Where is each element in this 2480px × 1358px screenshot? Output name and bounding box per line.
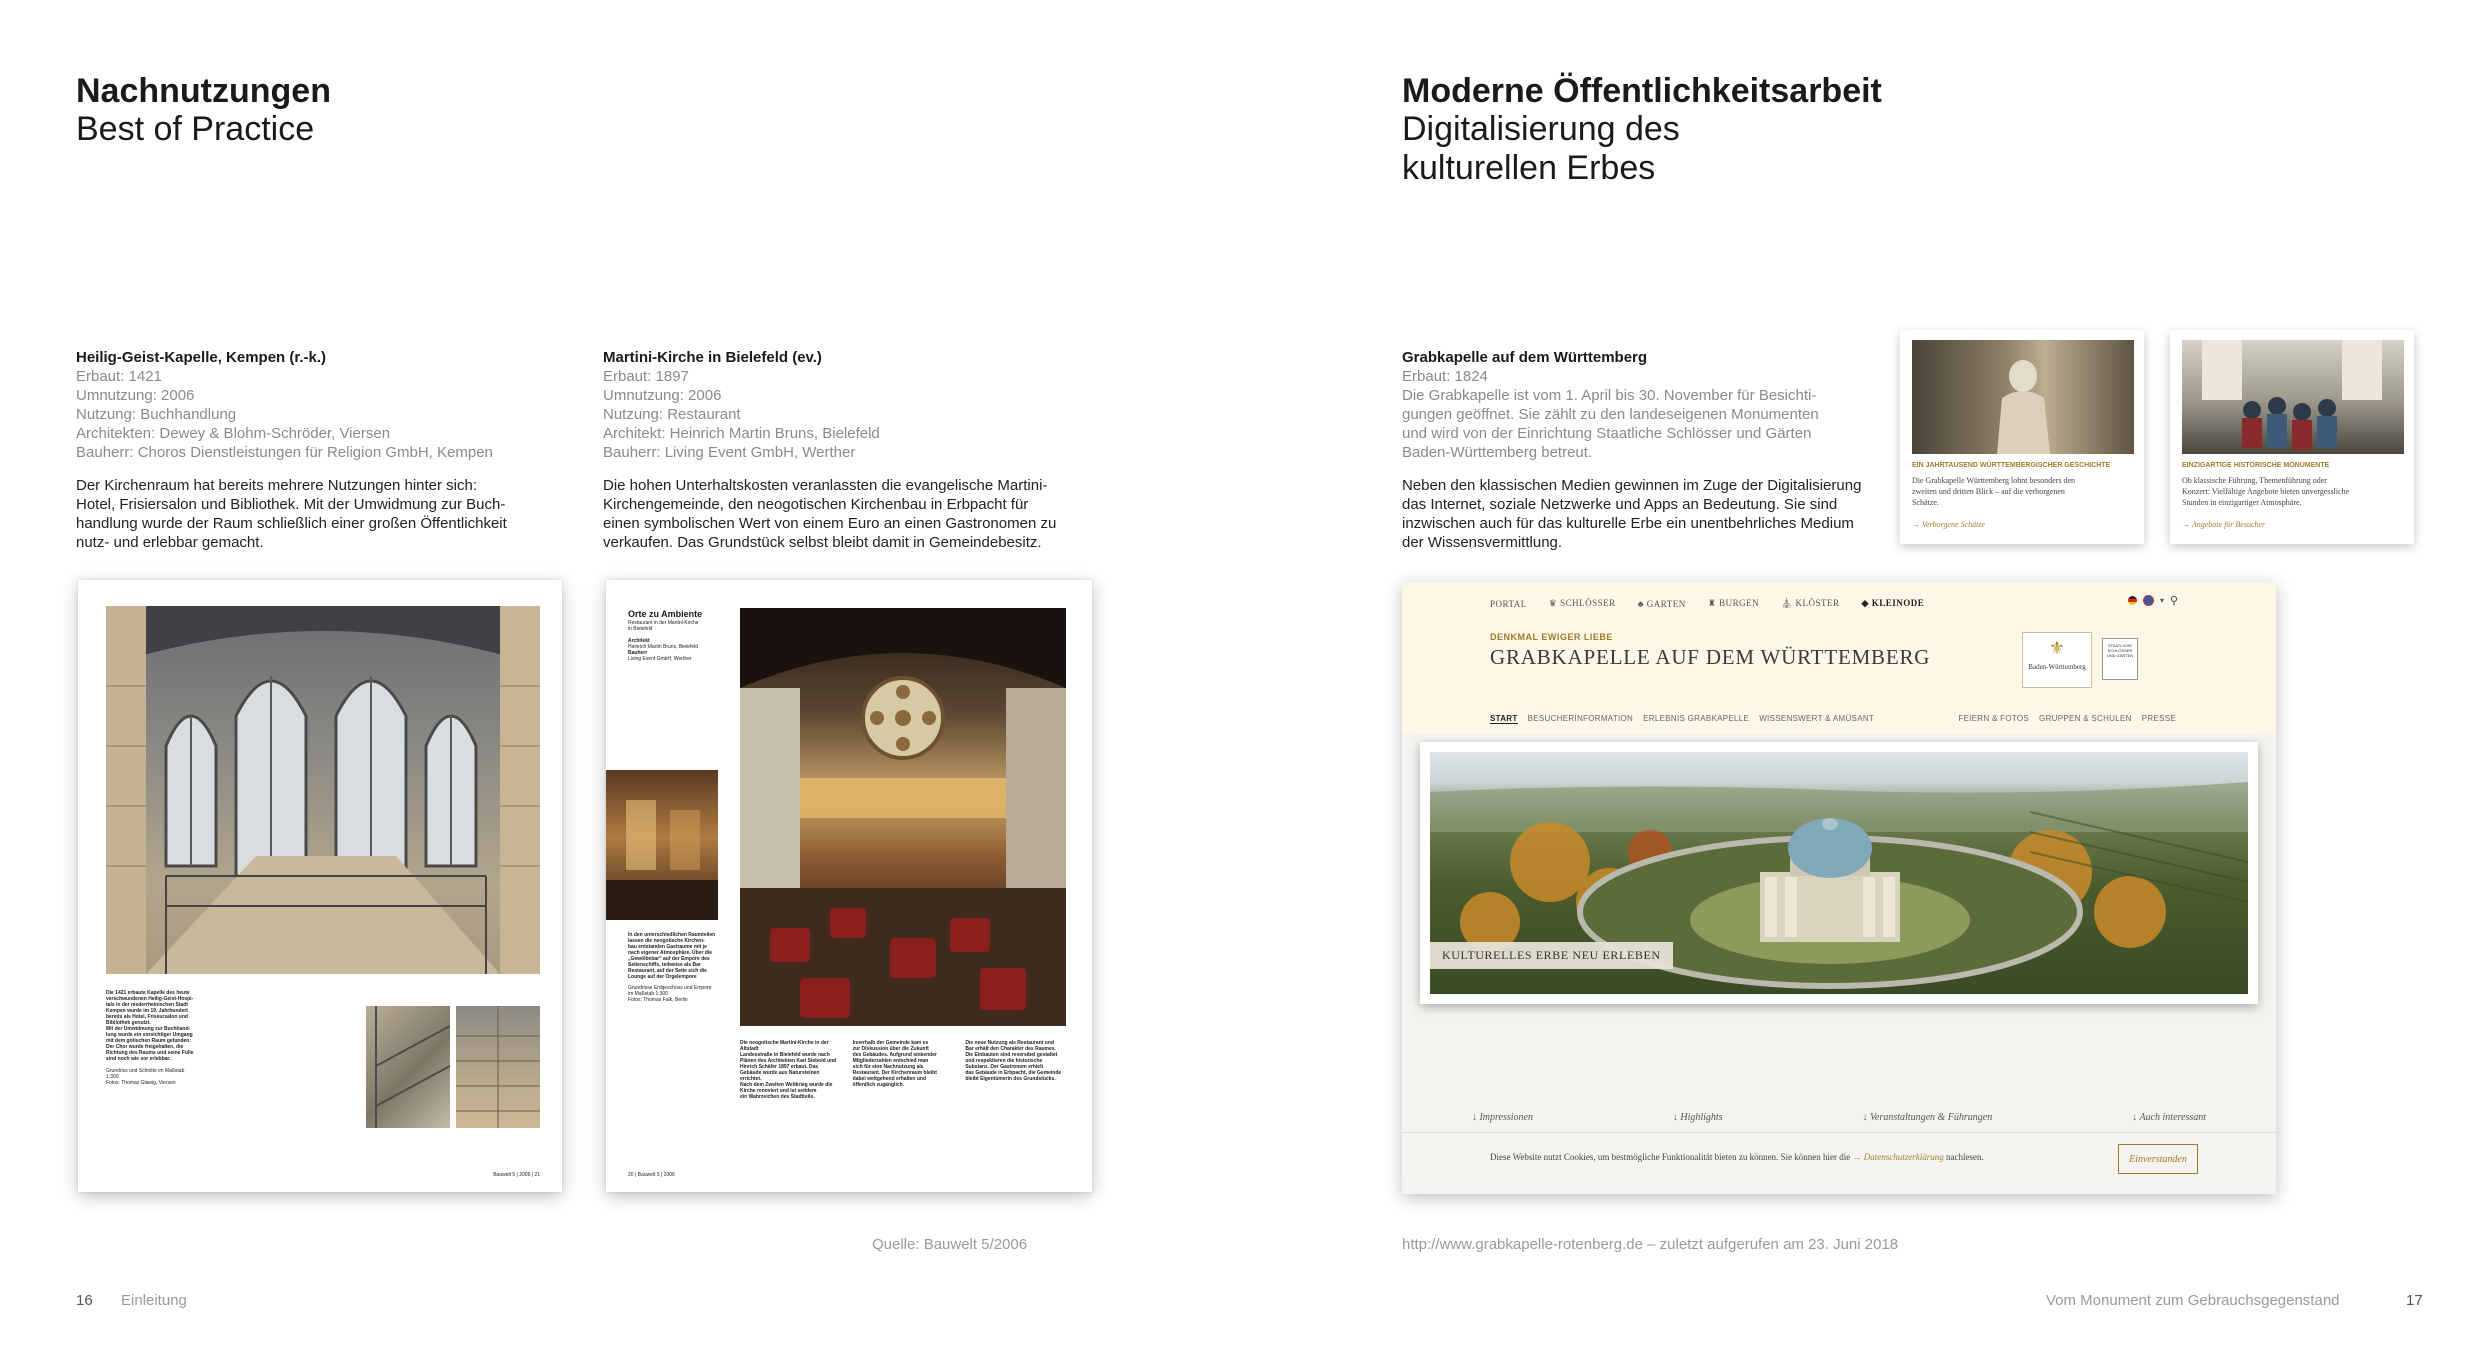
body-line: Kirchengemeinde, den neogotischen Kirchenbau in Erbpacht für bbox=[603, 496, 1029, 513]
caption-line: sind noch wie vor erlebbar. bbox=[106, 1056, 171, 1062]
caption-line: Kempen wurde im 19. Jahrhundert bbox=[106, 1008, 188, 1014]
right-page-subtitle-line: Digitalisierung des bbox=[1402, 110, 1680, 148]
topnav-burgen[interactable] bbox=[1708, 598, 1759, 609]
column-line: Die Einbauten sind reversibel gestaltet bbox=[965, 1052, 1058, 1058]
meta-line: Erbaut: 1824 bbox=[1402, 368, 1488, 385]
coat-of-arms-icon: ⚜ bbox=[2048, 638, 2066, 658]
topnav-schloesser[interactable] bbox=[1549, 598, 1616, 609]
card-heading: EIN JAHRTAUSEND WÜRTTEMBERGISCHER GESCHICHTE bbox=[1912, 462, 2111, 469]
topnav-label: KLÖSTER bbox=[1795, 598, 1840, 608]
subnav-erlebnis[interactable]: ERLEBNIS GRABKAPELLE bbox=[1643, 714, 1750, 723]
card-text-line: zweiten und dritten Blick – auf die verborgenen bbox=[1912, 487, 2065, 496]
topnav-label: BURGEN bbox=[1719, 598, 1760, 608]
right-source-url: http://www.grabkapelle-rotenberg.de – zuletzt aufgerufen am 23. Juni 2018 bbox=[1402, 1236, 1899, 1253]
hero-frame bbox=[1420, 742, 2258, 1004]
cookie-divider bbox=[1402, 1132, 2276, 1133]
scan-caption bbox=[106, 990, 196, 1086]
caption-line: „Gewölbebar“ auf der Empore des bbox=[628, 956, 710, 962]
credit-line: Grundrisse Erdgeschoss und Empore bbox=[628, 985, 712, 991]
german-flag-icon[interactable] bbox=[2128, 596, 2137, 605]
right-page-title: Moderne Öffentlichkeitsarbeit bbox=[1402, 72, 1882, 110]
scan-column bbox=[740, 1040, 841, 1100]
card-text-line: Die Grabkapelle Württemberg lohnt besonders den bbox=[1912, 476, 2075, 485]
website-sub-nav-right bbox=[1958, 714, 2176, 723]
column-line: Gebäude wurde aus Natursteinen errichtet. bbox=[740, 1070, 820, 1082]
subnav-wissenswert[interactable]: WISSENSWERT & AMÜSANT bbox=[1759, 714, 1875, 723]
caption-line: nach eigener Atmosphäre. Über die bbox=[628, 950, 713, 956]
body-line: verkaufen. Das Grundstück selbst bleibt damit in Gemeindebesitz. bbox=[603, 534, 1042, 551]
meta-line: Baden-Württemberg betreut. bbox=[1402, 444, 1593, 461]
left-source: Quelle: Bauwelt 5/2006 bbox=[872, 1236, 1028, 1253]
project-title: Heilig-Geist-Kapelle, Kempen (r.-k.) bbox=[76, 349, 327, 366]
credit-line: Grundriss und Schnitte im Maßstab bbox=[106, 1068, 185, 1074]
meta-line: Nutzung: Buchhandlung bbox=[76, 406, 237, 423]
column-line: Mitgliederzahlen entschied man bbox=[852, 1058, 929, 1064]
left-page-subtitle: Best of Practice bbox=[76, 110, 315, 148]
column-line: Restaurant. Der Kirchenraum bleibt bbox=[852, 1070, 937, 1076]
subnav-besucherinformation[interactable]: BESUCHERINFORMATION bbox=[1527, 714, 1634, 723]
caption-line: verschwundenen Heilig-Geist-Hospi- bbox=[106, 996, 194, 1002]
right-page-subtitle-line: kulturellen Erbes bbox=[1402, 149, 1656, 187]
meta-line: Die Grabkapelle ist vom 1. April bis 30. November für Besichti- bbox=[1402, 387, 1817, 404]
topnav-kleinode[interactable] bbox=[1862, 598, 1925, 609]
body-line: einen symbolischen Wert von einem Euro an einen Gastronomen zu bbox=[603, 515, 1057, 532]
column-line: des Gebäudes. Aufgrund sinkender bbox=[852, 1052, 937, 1058]
topnav-portal[interactable]: PORTAL bbox=[1490, 598, 1527, 609]
card-text bbox=[1912, 475, 2138, 508]
caption-line: bereits als Hotel, Friseursalon und bbox=[106, 1014, 188, 1020]
scan-side-caption bbox=[628, 932, 726, 1003]
website-lang-search bbox=[2128, 594, 2178, 607]
subnav-gruppen[interactable]: GRUPPEN & SCHULEN bbox=[2039, 714, 2132, 723]
quicklink-auch-interessant[interactable]: ↓ Auch interessant bbox=[2132, 1112, 2207, 1123]
meta-line: Erbaut: 1897 bbox=[603, 368, 689, 385]
card-text bbox=[2182, 475, 2408, 508]
topnav-label: GARTEN bbox=[1646, 598, 1686, 609]
card-heading: EINZIGARTIGE HISTORISCHE MONUMENTE bbox=[2182, 462, 2330, 469]
column-line: sich für eine Nachnutzung als bbox=[852, 1064, 924, 1070]
column-line: Kirche renoviert und ist seitdem bbox=[740, 1088, 817, 1094]
caption-line: Die 1421 erbaute Kapelle des heute bbox=[106, 990, 190, 996]
topnav-label: KLEINODE bbox=[1871, 598, 1925, 608]
project-title: Grabkapelle auf dem Württemberg bbox=[1402, 349, 1648, 366]
website-screenshot bbox=[1402, 582, 2276, 1194]
website-sub-nav bbox=[1490, 714, 1874, 724]
english-flag-icon[interactable] bbox=[2143, 595, 2154, 606]
meta-line: Bauherr: Living Event GmbH, Werther bbox=[603, 444, 856, 461]
body-line: das Internet, soziale Netzwerke und Apps an Bedeutung. Sie sind bbox=[1402, 496, 1838, 513]
column-line: das Gebäude in Erbpacht, die Gemeinde bbox=[965, 1070, 1062, 1076]
tower-icon: ♜ bbox=[1707, 598, 1720, 608]
quicklink-veranstaltungen[interactable]: ↓ Veranstaltungen & Führungen bbox=[1862, 1112, 1993, 1123]
project-title: Martini-Kirche in Bielefeld (ev.) bbox=[603, 349, 822, 366]
subnav-presse[interactable]: PRESSE bbox=[2141, 714, 2176, 723]
cookie-notice bbox=[1490, 1152, 1984, 1162]
topnav-kloester[interactable] bbox=[1781, 598, 1839, 609]
meta-line: und wird von der Einrichtung Staatliche Schlösser und Gärten bbox=[1402, 425, 1812, 442]
column-line: Substanz. Der Gastronom erhielt bbox=[965, 1064, 1044, 1070]
church-restaurant-photo bbox=[740, 608, 1066, 1026]
hero-label: KULTURELLES ERBE NEU ERLEBEN bbox=[1430, 942, 1673, 969]
caption-line: Seitenschiffs, teilweise als Bar bbox=[628, 962, 701, 968]
magazine-scan-kempen bbox=[78, 580, 562, 1192]
cookie-text: Diese Website nutzt Cookies, um bestmögliche Funktionalität bieten zu können. Sie können hier die bbox=[1490, 1152, 1851, 1162]
meta-line: gungen geöffnet. Sie zählt zu den landeseigenen Monumenten bbox=[1402, 406, 1819, 423]
scan-heading: Orte zu Ambiente bbox=[628, 609, 703, 619]
subnav-start[interactable]: START bbox=[1490, 714, 1518, 723]
cookie-accept-button[interactable]: Einverstanden bbox=[2118, 1144, 2198, 1174]
column-line: öffentlich zugänglich. bbox=[852, 1082, 905, 1088]
card-link[interactable]: → Angebote für Besucher bbox=[2182, 520, 2266, 529]
meta-line: Architekt: Heinrich Martin Bruns, Bielefeld bbox=[603, 425, 880, 442]
caption-line: Richtung des Raums und seine Fülle bbox=[106, 1050, 194, 1056]
logo-label: Baden-Württemberg bbox=[2028, 663, 2086, 671]
body-line: Hotel, Frisiersalon und Bibliothek. Mit der Umwidmung zur Buch- bbox=[76, 496, 506, 513]
card-text-line: Stunden in einzigartiger Atmosphäre. bbox=[2182, 498, 2302, 507]
crown-icon: ♛ bbox=[1548, 598, 1561, 608]
church-icon: ⛪ bbox=[1781, 598, 1796, 608]
caption-line: lung wurde ein vorsichtiger Umgang bbox=[106, 1032, 193, 1038]
scan-column bbox=[965, 1040, 1066, 1100]
scan-text-columns bbox=[740, 1040, 1066, 1100]
bw-logo[interactable] bbox=[2022, 632, 2092, 688]
chapel-interior-photo bbox=[106, 606, 540, 974]
column-line: Die neue Nutzung als Restaurant und bbox=[965, 1040, 1054, 1046]
column-line: dabei weitgehend erhalten und bbox=[852, 1076, 927, 1082]
scan-subheading: Restaurant in der Martini-Kirche bbox=[628, 620, 699, 626]
right-page-number: 17 bbox=[2406, 1292, 2423, 1309]
gem-icon: ◆ bbox=[1861, 598, 1872, 608]
right-section-name: Vom Monument zum Gebrauchsgegenstand bbox=[2046, 1292, 2340, 1309]
stair-photo bbox=[366, 1006, 450, 1128]
caption-line: Bibliothek genutzt. bbox=[106, 1020, 151, 1026]
subnav-feiern[interactable]: FEIERN & FOTOS bbox=[1958, 714, 2030, 723]
column-line: Hinrich Schäfer 1897 erbaut. Das bbox=[740, 1064, 819, 1070]
body-line: Die hohen Unterhaltskosten veranlassten die evangelische Martini- bbox=[603, 477, 1048, 494]
column-line: zur Diskussion über die Zukunft bbox=[852, 1046, 929, 1052]
column-line: Bar erhält den Charakter des Raumes. bbox=[965, 1046, 1056, 1052]
body-line: nutz- und erlebbar gemacht. bbox=[76, 534, 264, 551]
caption-line: lassen die neogotische Kirchen- bbox=[628, 938, 705, 944]
scan-label: Bauherr bbox=[628, 650, 648, 656]
search-icon[interactable]: ⚲ bbox=[2170, 595, 2179, 607]
caption-line: mit dem gotischen Raum gefunden: bbox=[106, 1038, 192, 1044]
column-line: Die neogotische Martini-Kirche in der Altstadt bbox=[740, 1040, 829, 1052]
left-page-number: 16 bbox=[76, 1292, 93, 1309]
card-text-line: Ob klassische Führung, Themenführung oder bbox=[2182, 476, 2327, 485]
magazine-scan-bielefeld bbox=[606, 580, 1092, 1192]
cookie-text-end: nachlesen. bbox=[1946, 1152, 1984, 1162]
credit-line: Fotos: Thomas Glawig, Viersen bbox=[106, 1080, 176, 1086]
meta-line: Erbaut: 1421 bbox=[76, 368, 162, 385]
caption-line: Mit der Umwidmung zur Buchhand- bbox=[106, 1026, 191, 1032]
quicklink-highlights[interactable]: ↓ Highlights bbox=[1672, 1112, 1723, 1123]
ssg-logo[interactable]: STAATLICHE SCHLÖSSER UND GÄRTEN bbox=[2102, 638, 2138, 680]
body-line: der Wissensvermittlung. bbox=[1402, 534, 1563, 551]
body-line: Neben den klassischen Medien gewinnen im Zuge der Digitalisierung bbox=[1402, 477, 1862, 494]
scan-page-footer: Bauwelt 5 | 2006 | 21 bbox=[493, 1172, 540, 1178]
column-line: Nach dem Zweiten Weltkrieg wurde die bbox=[740, 1082, 833, 1088]
scan-column bbox=[853, 1040, 954, 1100]
tree-icon: ♣ bbox=[1637, 598, 1647, 609]
scan-label: Heinrich Martin Bruns, Bielefeld bbox=[628, 644, 699, 650]
statue-photo bbox=[1912, 340, 2134, 454]
left-page-title: Nachnutzungen bbox=[76, 72, 331, 110]
caption-line: Der Chor wurde freigehalten, die bbox=[106, 1044, 184, 1050]
chevron-down-icon[interactable]: ▾ bbox=[2160, 596, 2165, 605]
caption-line: Restaurant, auf der Seite sich die bbox=[628, 968, 707, 974]
scan-subheading: in Bielefeld bbox=[628, 626, 653, 632]
project-martini bbox=[603, 348, 1103, 552]
scan-label: Architekt bbox=[628, 638, 650, 644]
teaser-card-history[interactable] bbox=[1900, 330, 2144, 544]
topnav-label: SCHLÖSSER bbox=[1560, 598, 1616, 608]
privacy-link[interactable]: → Datenschutzerklärung bbox=[1852, 1152, 1944, 1162]
credit-line: Fotos: Thomas Falk, Berlin bbox=[628, 997, 688, 1003]
quicklink-impressionen[interactable]: ↓ Impressionen bbox=[1471, 1112, 1533, 1123]
card-text-line: Konzert: Vielfältige Angebote bieten unvergessliche bbox=[2182, 487, 2350, 496]
meta-line: Nutzung: Restaurant bbox=[603, 406, 741, 423]
site-title: GRABKAPELLE AUF DEM WÜRTTEMBERG bbox=[1490, 645, 1931, 669]
body-line: inzwischen auch für das kulturelle Erbe ein unentbehrliches Medium bbox=[1402, 515, 1854, 532]
caption-line: bau entstanden Gastraume mit je bbox=[628, 944, 707, 950]
scan-page-footer: 20 | Bauwelt 5 | 2006 bbox=[628, 1172, 675, 1178]
website-top-nav bbox=[1490, 598, 1924, 609]
column-line: Landesstraße in Bielefeld wurde nach bbox=[740, 1052, 830, 1058]
project-grabkapelle bbox=[1402, 348, 1902, 552]
scan-label: Living Event GmbH, Werther bbox=[628, 656, 692, 662]
column-line: ein Wahrzeichen des Stadtteils. bbox=[740, 1094, 815, 1100]
body-line: Der Kirchenraum hat bereits mehrere Nutzungen hinter sich: bbox=[76, 477, 478, 494]
credit-line: 1:300 bbox=[106, 1074, 119, 1080]
card-text-line: Schätze. bbox=[1912, 498, 1939, 507]
meta-line: Bauherr: Choros Dienstleistungen für Religion GmbH, Kempen bbox=[76, 444, 493, 461]
website-quicklinks bbox=[1402, 1112, 2276, 1123]
restaurant-detail-photo bbox=[606, 770, 718, 920]
project-heilig-geist bbox=[76, 348, 576, 552]
card-link[interactable]: → Verborgene Schätze bbox=[1912, 520, 1986, 529]
meta-line: Umnutzung: 2006 bbox=[603, 387, 722, 404]
shelves-photo bbox=[456, 1006, 540, 1128]
teaser-card-monuments[interactable] bbox=[2170, 330, 2414, 544]
body-line: handlung wurde der Raum schließlich einer großen Öffentlichkeit bbox=[76, 515, 507, 532]
topnav-garten[interactable] bbox=[1638, 599, 1686, 609]
tour-group-photo bbox=[2182, 340, 2404, 454]
column-line: Innerhalb der Gemeinde kam es bbox=[852, 1040, 929, 1046]
column-line: bleibt Eigentümerin des Grundstücks. bbox=[965, 1076, 1056, 1082]
meta-line: Umnutzung: 2006 bbox=[76, 387, 195, 404]
caption-line: tals in der niederrheinischen Stadt bbox=[106, 1002, 188, 1008]
meta-line: Architekten: Dewey & Blohm-Schröder, Viersen bbox=[76, 425, 391, 442]
site-kicker: DENKMAL EWIGER LIEBE bbox=[1490, 632, 1613, 642]
credit-line: im Maßstab 1:300 bbox=[628, 991, 669, 997]
scan-heading-block bbox=[628, 608, 726, 662]
left-section-name: Einleitung bbox=[121, 1292, 187, 1309]
caption-line: In den unterschiedlichen Raumteilen bbox=[628, 932, 716, 938]
caption-line: Lounge auf der Orgelempore bbox=[628, 974, 697, 980]
column-line: Plänen des Architekten Karl Siebold und bbox=[740, 1058, 837, 1064]
column-line: und respektieren die historische bbox=[965, 1058, 1043, 1064]
